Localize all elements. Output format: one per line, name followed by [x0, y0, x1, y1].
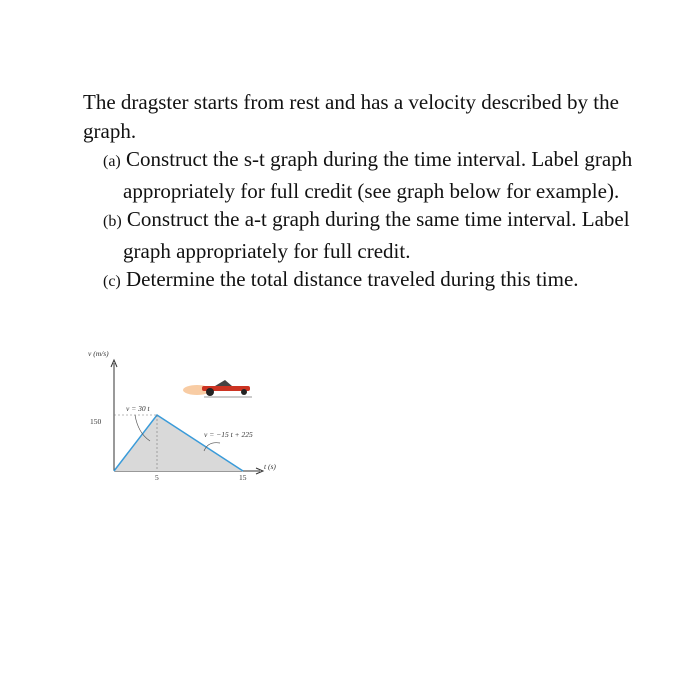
- velocity-time-figure: [80, 345, 320, 505]
- problem-intro: The dragster starts from rest and has a velocity described by the graph.: [83, 90, 619, 143]
- part-b-letter: (b): [103, 213, 122, 230]
- rear-wheel: [206, 388, 214, 396]
- part-c: [83, 265, 643, 297]
- x-axis-label: t (s): [264, 462, 276, 471]
- dragster-illustration: [183, 380, 252, 397]
- front-wheel: [241, 389, 247, 395]
- problem-statement: [83, 88, 643, 297]
- dragster-cockpit: [215, 380, 232, 386]
- part-a: [83, 145, 643, 205]
- part-a-letter: (a): [103, 153, 121, 170]
- eq-falling-label: v = −15 t + 225: [204, 430, 253, 439]
- velocity-area: [114, 415, 243, 471]
- part-a-text: Construct the s-t graph during the time interval. Label graph appropriately for full credit (see graph below for example).: [123, 147, 633, 203]
- part-c-letter: (c): [103, 273, 121, 290]
- x-tick-15: 15: [239, 473, 247, 482]
- y-tick-150: 150: [90, 417, 102, 426]
- vt-graph: [80, 345, 320, 505]
- x-tick-5: 5: [155, 473, 159, 482]
- part-b-text: Construct the a-t graph during the same time interval. Label graph appropriately for full credit.: [123, 207, 630, 263]
- eq-rising-label: v = 30 t: [126, 404, 150, 413]
- y-axis-label: v (m/s): [88, 349, 109, 358]
- part-c-text: Determine the total distance traveled during this time.: [126, 267, 579, 291]
- part-b: [83, 205, 643, 265]
